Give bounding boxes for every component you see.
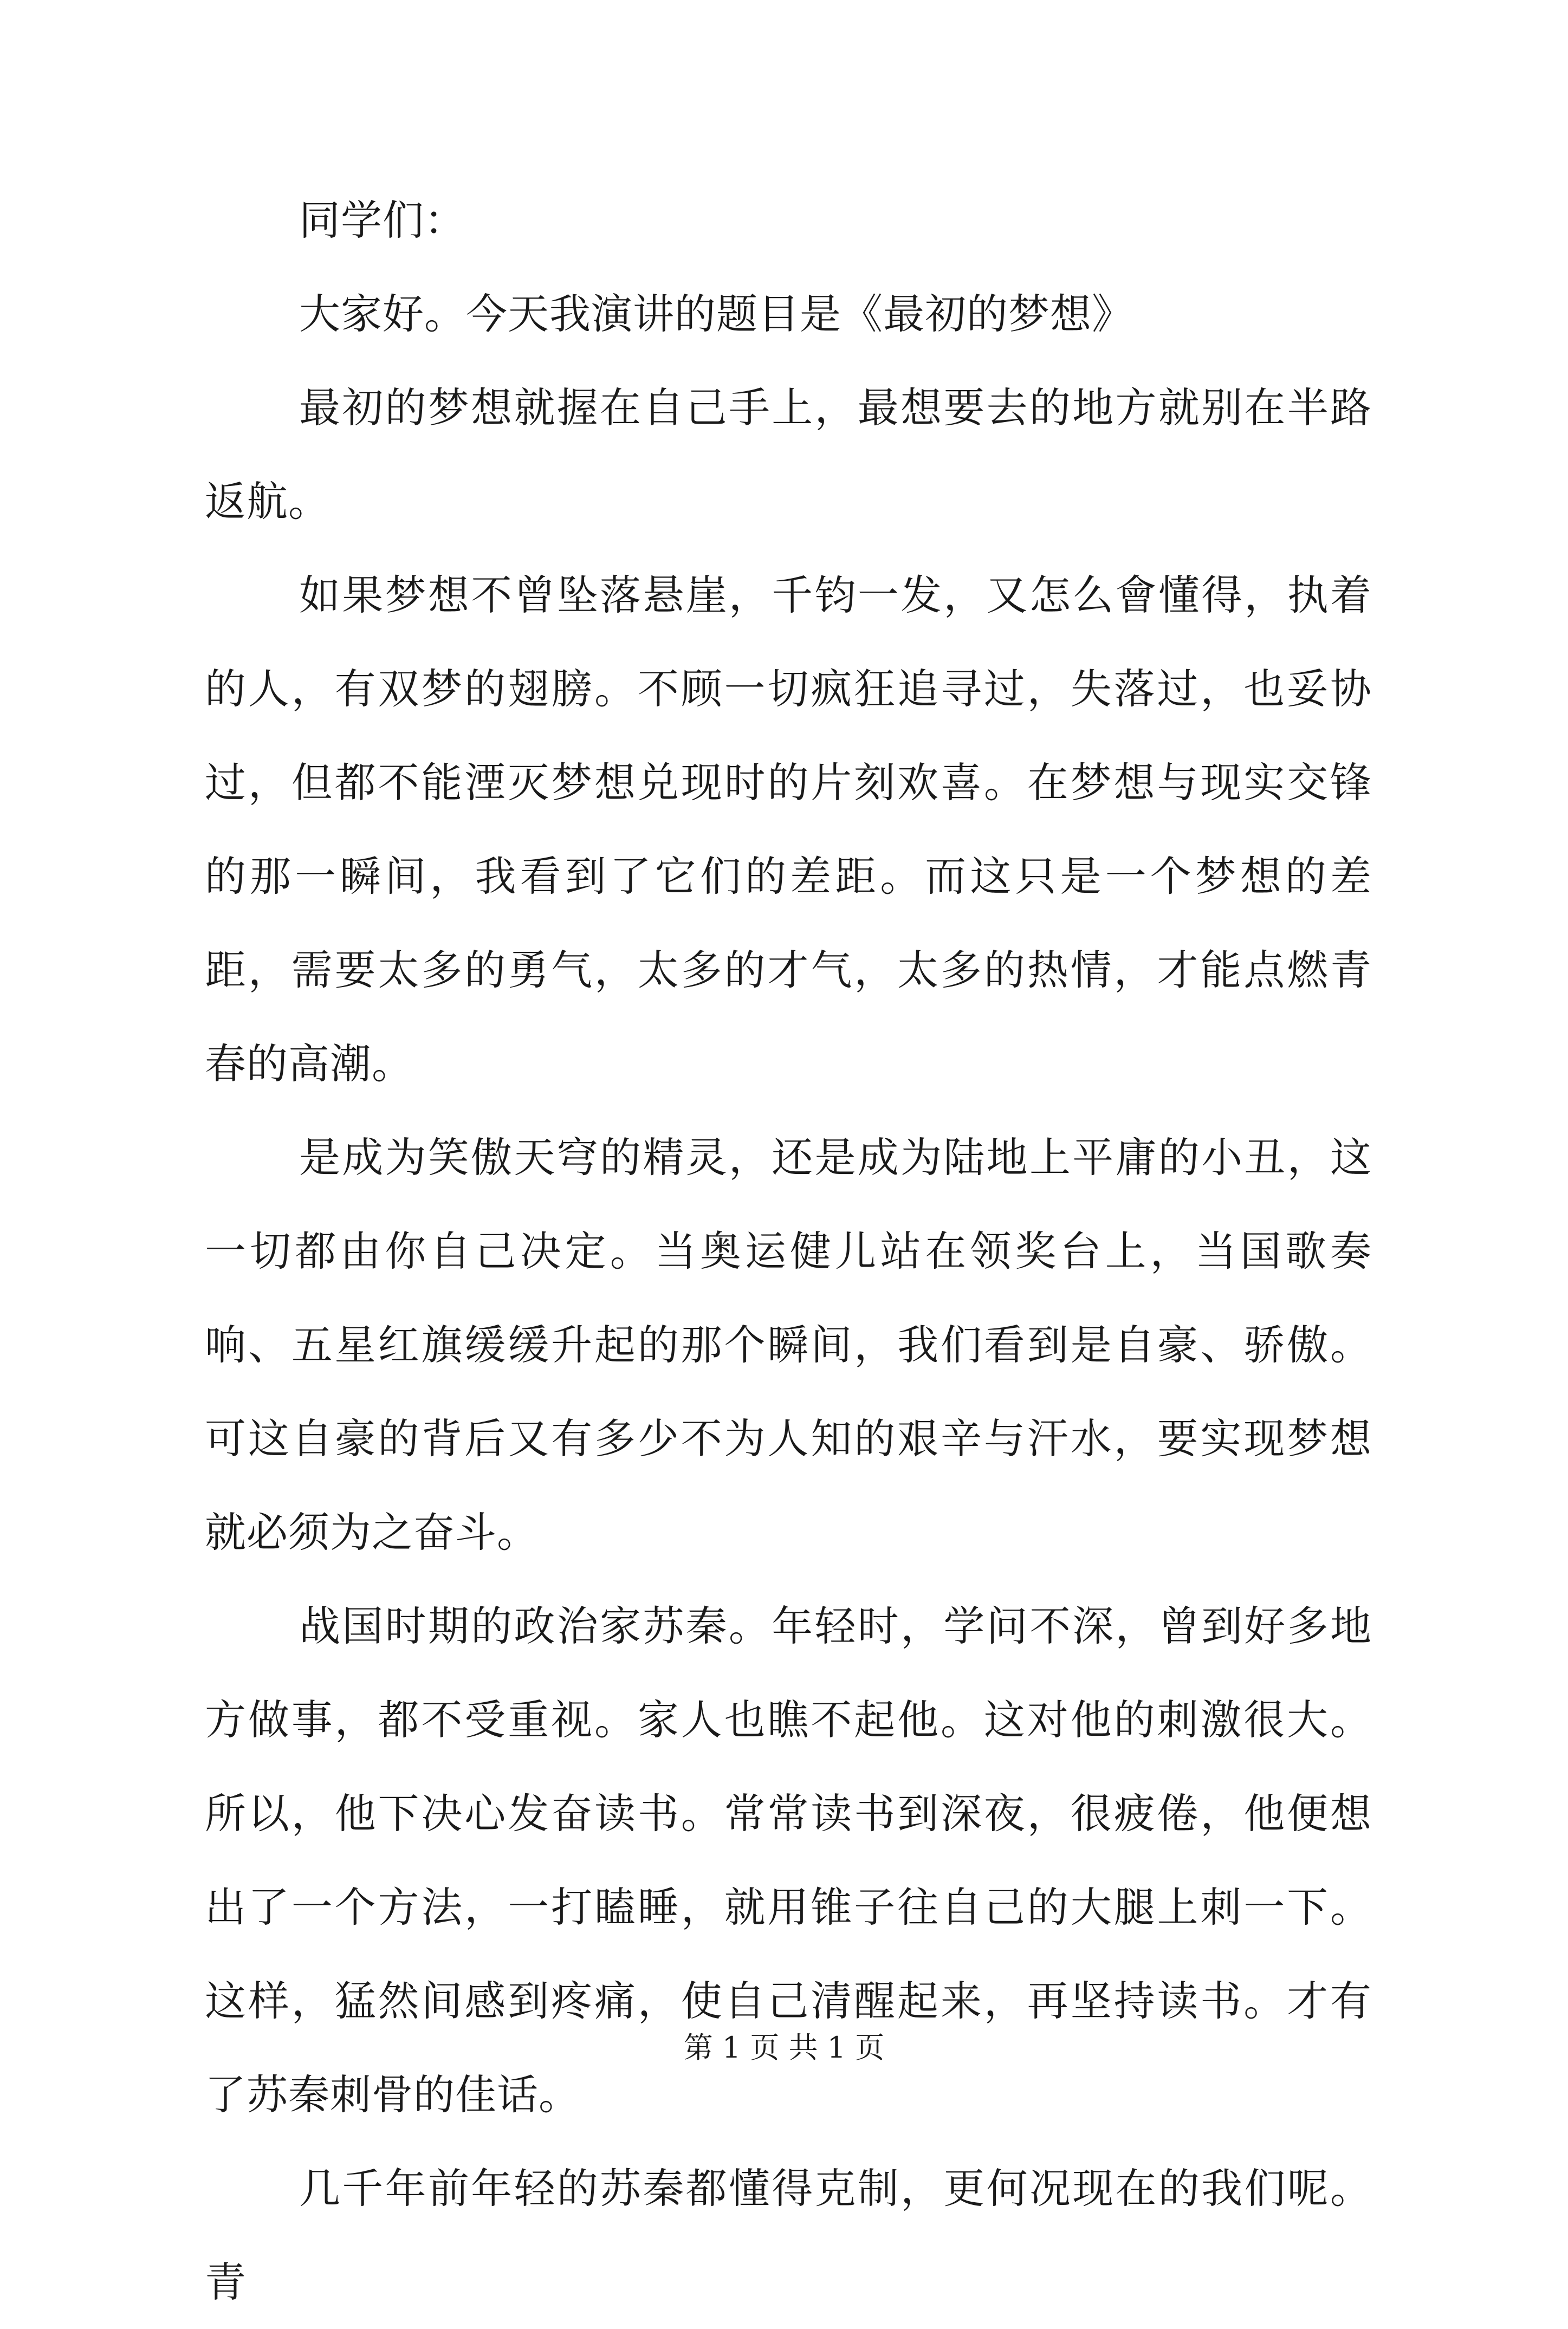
paragraph-dream-in-hand: 最初的梦想就握在自己手上，最想要去的地方就别在半路返航。 (205, 384, 1372, 526)
paragraph-greeting: 大家好。今天我演讲的题目是《最初的梦想》 (299, 290, 1133, 338)
paragraph-salutation: 同学们： (299, 196, 466, 244)
paragraph-conclusion: 几千年前年轻的苏秦都懂得克制，更何况现在的我们呢。青 (205, 2164, 1372, 2306)
document-body (205, 173, 1372, 2329)
page-footer: 第 1 页 共 1 页 (683, 2030, 885, 2065)
paragraph-dream-cliff: 如果梦想不曾坠落悬崖，千钧一发，又怎么會懂得，执着的人，有双梦的翅膀。不顾一切疯狂追寻过，失落过，也妥协过，但都不能湮灭梦想兑现时的片刻欢喜。在梦想与现实交锋的那一瞬间，我看到了它们的差距。而这只是一个梦想的差距，需要太多的勇气，太多的才气，太多的热情，才能点燃青春的高潮。 (205, 571, 1372, 1088)
paragraph-olympics: 是成为笑傲天穹的精灵，还是成为陆地上平庸的小丑，这一切都由你自己决定。当奥运健儿站在领奖台上，当国歌奏响、五星红旗缓缓升起的那个瞬间，我们看到是自豪、骄傲。可这自豪的背后又有多少不为人知的艰辛与汗水，要实现梦想就必须为之奋斗。 (205, 1133, 1372, 1556)
paragraph-su-qin: 战国时期的政治家苏秦。年轻时，学问不深，曾到好多地方做事，都不受重视。家人也瞧不起他。这对他的刺激很大。所以，他下决心发奋读书。常常读书到深夜，很疲倦，他便想出了一个方法，一打瞌睡，就用锥子往自己的大腿上刺一下。这样，猛然间感到疼痛，使自己清醒起来，再坚持读书。才有了苏秦刺骨的佳话。 (205, 1602, 1372, 2119)
